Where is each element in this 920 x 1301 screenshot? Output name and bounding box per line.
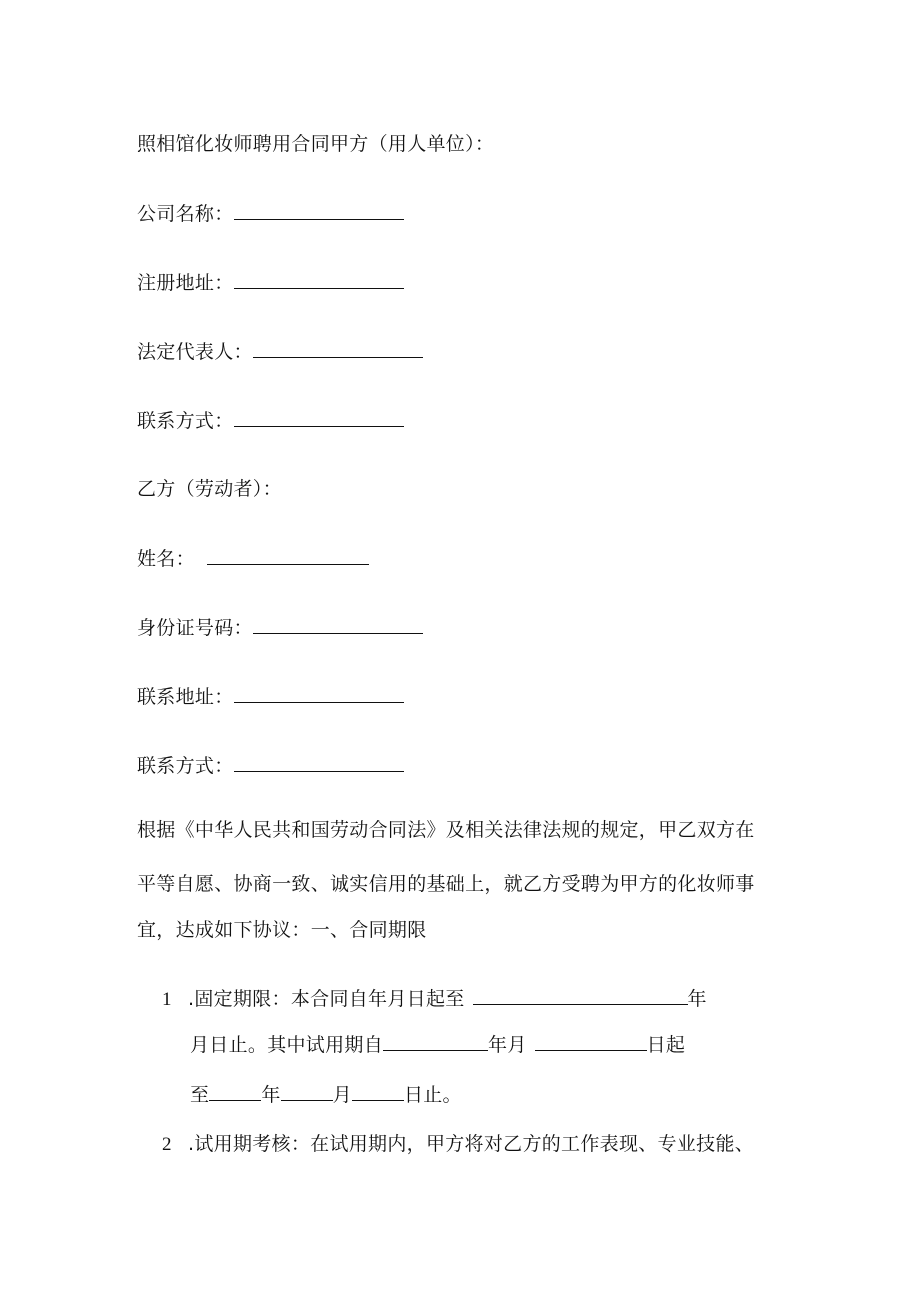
company-name-blank xyxy=(234,200,404,220)
clause-1-text-c: 月日止。其中试用期自 xyxy=(190,1034,384,1056)
party-b-address-label: 联系地址： xyxy=(137,686,234,708)
party-b-heading xyxy=(137,476,282,502)
preamble-text-1: 根据《中华人民共和国劳动合同法》及相关法律法规的规定，甲乙双方在 xyxy=(137,819,755,841)
clause-1-line-2 xyxy=(190,1031,685,1058)
party-b-contact-blank xyxy=(234,752,404,772)
party-b-address-blank xyxy=(234,683,404,703)
clause-1-text-e: 日起 xyxy=(646,1034,686,1056)
id-number-blank xyxy=(253,614,423,634)
preamble-text-3: 宜，达成如下协议：一、合同期限 xyxy=(137,919,427,941)
clause-1-text-a: .固定期限：本合同自年月日起至 xyxy=(188,988,465,1010)
id-number-label: 身份证号码： xyxy=(137,617,253,639)
party-a-contact-blank xyxy=(234,407,404,427)
legal-rep-blank xyxy=(253,338,423,358)
clause-1-probation-year-blank xyxy=(383,1031,488,1051)
title-text: 照相馆化妆师聘用合同甲方（用人单位）： xyxy=(137,133,495,155)
clause-1-text-f: 至 xyxy=(190,1084,210,1106)
clause-1-until-year-blank xyxy=(209,1081,261,1101)
party-b-contact-field xyxy=(137,752,404,779)
clause-1-probation-day-blank xyxy=(535,1031,647,1051)
clause-2-line-1 xyxy=(162,1131,754,1158)
clause-1-until-month-blank xyxy=(281,1081,333,1101)
preamble-text-2: 平等自愿、协商一致、诚实信用的基础上，就乙方受聘为甲方的化妆师事 xyxy=(137,873,755,895)
company-name-label: 公司名称： xyxy=(137,203,234,225)
party-b-contact-label: 联系方式： xyxy=(137,755,234,777)
legal-rep-label: 法定代表人： xyxy=(137,341,253,363)
clause-1-text-h: 月 xyxy=(332,1084,352,1106)
clause-1-text-d: 年月 xyxy=(488,1034,527,1056)
name-field xyxy=(137,545,369,572)
legal-rep-field xyxy=(137,338,423,365)
name-blank xyxy=(207,545,369,565)
clause-1-line-1 xyxy=(162,985,707,1013)
clause-1-until-day-blank xyxy=(352,1081,404,1101)
party-b-address-field xyxy=(137,683,404,710)
clause-1-end-date-blank xyxy=(473,985,688,1005)
preamble-line-3 xyxy=(137,917,427,943)
clause-2-text-a: .试用期考核：在试用期内，甲方将对乙方的工作表现、专业技能、 xyxy=(188,1133,755,1155)
id-number-field xyxy=(137,614,423,641)
name-label: 姓名： xyxy=(137,548,195,570)
party-a-contact-label: 联系方式： xyxy=(137,410,234,432)
clause-1-number: 1 xyxy=(162,989,172,1010)
clause-2-number: 2 xyxy=(162,1134,172,1155)
clause-1-line-3 xyxy=(190,1081,462,1108)
party-b-heading-text: 乙方（劳动者）： xyxy=(137,478,282,500)
preamble-line-2 xyxy=(137,871,755,897)
clause-1-text-g: 年 xyxy=(261,1084,281,1106)
party-a-contact-field xyxy=(137,407,404,434)
company-name-field xyxy=(137,200,404,227)
registered-address-label: 注册地址： xyxy=(137,272,234,294)
registered-address-blank xyxy=(234,269,404,289)
preamble-line-1 xyxy=(137,817,755,843)
contract-title-line xyxy=(137,131,494,157)
registered-address-field xyxy=(137,269,404,296)
clause-1-text-i: 日止。 xyxy=(403,1084,462,1106)
clause-1-text-b: 年 xyxy=(687,988,707,1010)
